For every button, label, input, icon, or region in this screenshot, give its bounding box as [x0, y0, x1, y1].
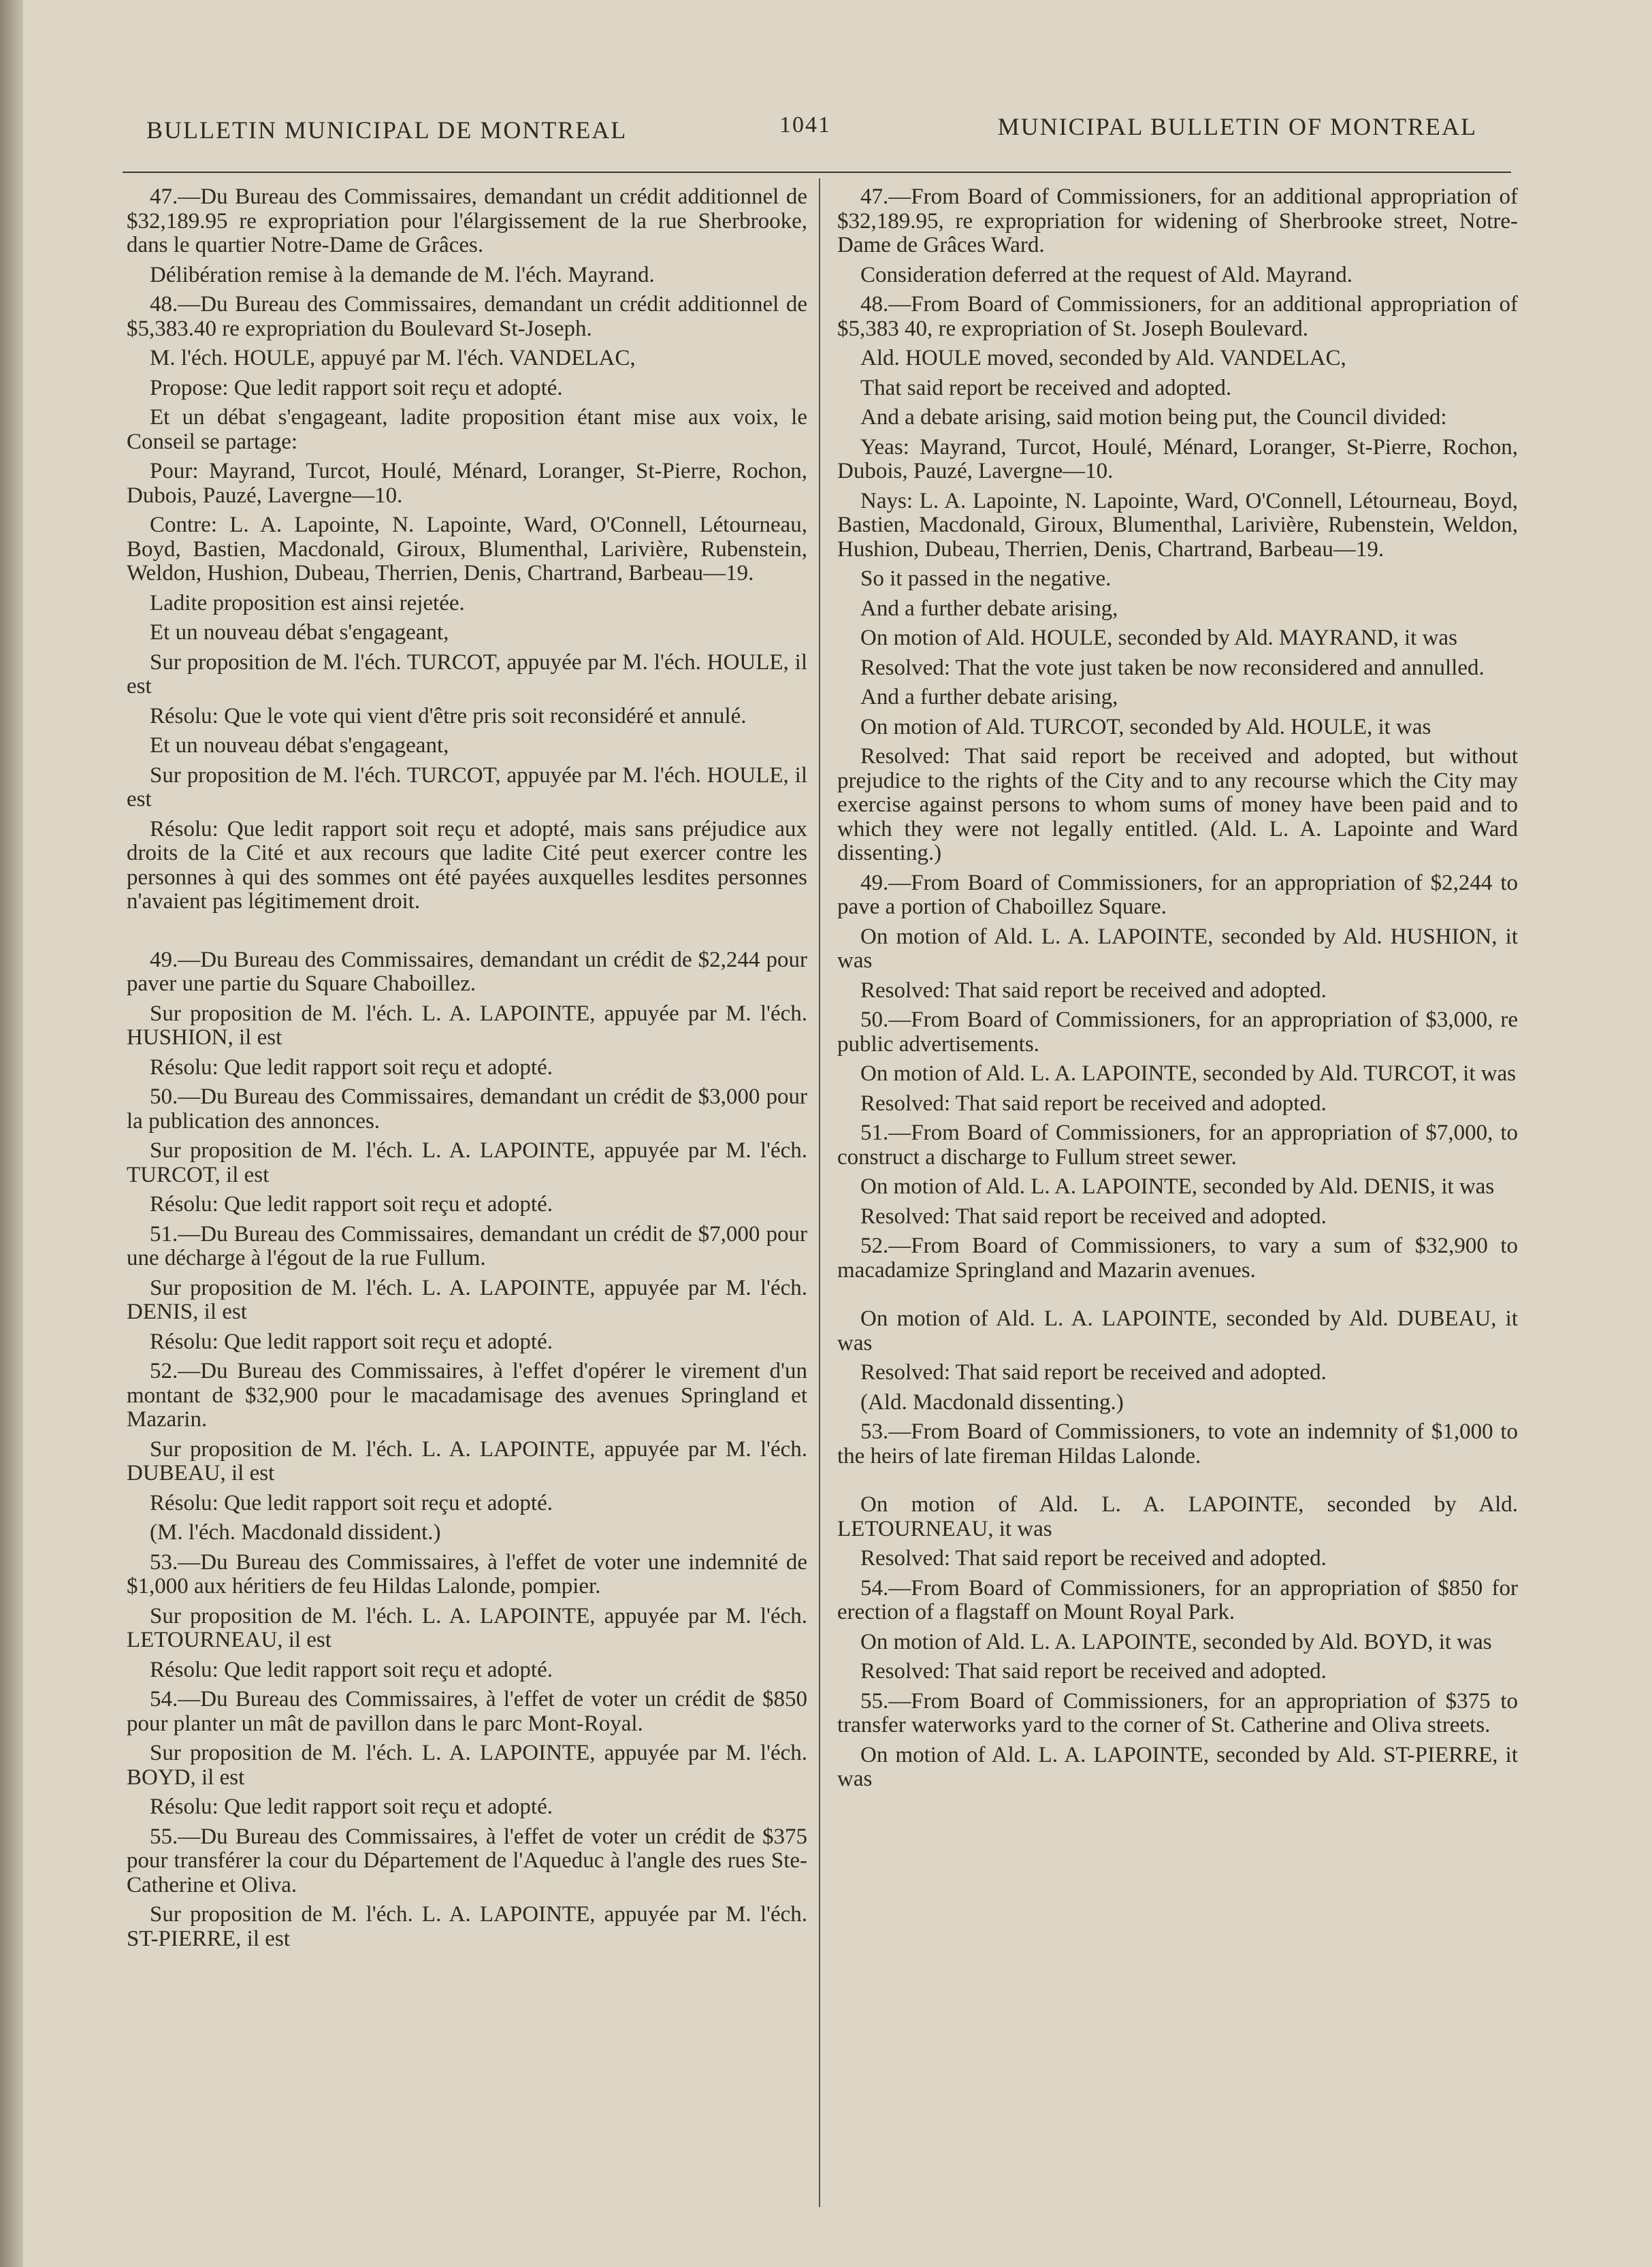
paragraph: On motion of Ald. L. A. LAPOINTE, seconded by Ald. BOYD, it was [860, 1629, 1492, 1654]
paragraph: Délibération remise à la demande de M. l'éch. Mayrand. [150, 262, 655, 287]
paragraph: Résolu: Que ledit rapport soit reçu et adopté. [150, 1329, 553, 1354]
paragraph: Et un nouveau débat s'engageant, [150, 733, 449, 758]
vote-nays: Nays: L. A. Lapointe, N. Lapointe, Ward, O'Connell, Létourneau, Boyd, Bastien, Macdonald, Giroux, Blumenthal, Larivière, Rubenstein, Weldon, Hushion, Dubeau, Therrien, Denis, Chartrand, Barbeau—19. [837, 488, 1518, 562]
paragraph: Sur proposition de M. l'éch. L. A. LAPOINTE, appuyée par M. l'éch. HUSHION, il est [127, 1001, 807, 1050]
paragraph: Resolved: That said report be received and adopted. [860, 1091, 1327, 1116]
item-54-fr: 54.—Du Bureau des Commissaires, à l'effet de voter un crédit de $850 pour planter un mât de pavillon dans le parc Mont-Royal. [127, 1687, 807, 1736]
item-53-en: 53.—From Board of Commissioners, to vote an indemnity of $1,000 to the heirs of late fireman Hildas Lalonde. [837, 1419, 1518, 1468]
paragraph: (M. l'éch. Macdonald dissident.) [150, 1520, 441, 1545]
paragraph: Résolu: Que ledit rapport soit reçu et adopté, mais sans préjudice aux droits de la Cité et aux recours que ladite Cité peut exercer contre les personnes à qui des sommes ont été payées auxquelles lesdites personnes n'avaient pas légitimement droit. [127, 816, 807, 914]
item-53-fr: 53.—Du Bureau des Commissaires, à l'effet de voter une indemnité de $1,000 aux héritiers de feu Hildas Lalonde, pompier. [127, 1549, 807, 1598]
paragraph: On motion of Ald. L. A. LAPOINTE, seconded by Ald. TURCOT, it was [860, 1061, 1517, 1086]
paragraph: Sur proposition de M. l'éch. L. A. LAPOINTE, appuyée par M. l'éch. DUBEAU, il est [127, 1436, 807, 1485]
page-header [146, 112, 1477, 157]
paragraph: On motion of Ald. L. A. LAPOINTE, seconded by Ald. ST-PIERRE, it was [837, 1742, 1518, 1791]
paragraph: Sur proposition de M. l'éch. TURCOT, appuyée par M. l'éch. HOULE, il est [127, 649, 807, 698]
header-title-french: BULLETIN MUNICIPAL DE MONTREAL [146, 116, 628, 144]
paragraph: Sur proposition de M. l'éch. TURCOT, appuyée par M. l'éch. HOULE, il est [127, 762, 807, 811]
paragraph: Resolved: That the vote just taken be now reconsidered and annulled. [860, 655, 1485, 680]
item-47-en: 47.—From Board of Commissioners, for an additional appropriation of $32,189.95, re expropriation for widening of Sherbrooke street, Notre-Dame de Grâces Ward. [837, 184, 1518, 257]
paragraph: M. l'éch. HOULE, appuyé par M. l'éch. VANDELAC, [150, 346, 636, 370]
paragraph: On motion of Ald. TURCOT, seconded by Ald. HOULE, it was [860, 714, 1431, 739]
page-number: 1041 [779, 112, 831, 138]
item-48-fr: 48.—Du Bureau des Commissaires, demandant un crédit additionnel de $5,383.40 re expropriation du Boulevard St-Joseph. [127, 292, 807, 341]
item-50-en: 50.—From Board of Commissioners, for an appropriation of $3,000, re public advertisements. [837, 1008, 1518, 1057]
paragraph: Resolved: That said report be received and adopted, but without prejudice to the rights of the City and to any recourse which the City may exercise against persons to whom sums of money have been paid and to which they were not legally entitled. (Ald. L. A. Lapointe and Ward dissenting.) [837, 744, 1518, 865]
paragraph: On motion of Ald. L. A. LAPOINTE, seconded by Ald. DUBEAU, it was [837, 1306, 1518, 1355]
paragraph: Propose: Que ledit rapport soit reçu et adopté. [150, 375, 563, 400]
vote-contre: Contre: L. A. Lapointe, N. Lapointe, Ward, O'Connell, Létourneau, Boyd, Bastien, Macdonald, Giroux, Blumenthal, Larivière, Rubenstein, Weldon, Hushion, Dubeau, Therrien, Denis, Chartrand, Barbeau—19. [127, 513, 807, 585]
paragraph: Resolved: That said report be received and adopted. [860, 1360, 1327, 1385]
french-column [127, 185, 807, 1957]
paragraph: Ald. HOULE moved, seconded by Ald. VANDELAC, [860, 346, 1346, 370]
item-49-en: 49.—From Board of Commissioners, for an appropriation of $2,244 to pave a portion of Chaboillez Square. [837, 870, 1518, 919]
item-49-fr: 49.—Du Bureau des Commissaires, demandant un crédit de $2,244 pour paver une partie du Square Chaboillez. [127, 947, 807, 996]
paragraph: (Ald. Macdonald dissenting.) [860, 1389, 1124, 1415]
paragraph: Resolved: That said report be received and adopted. [860, 1204, 1327, 1229]
paragraph: So it passed in the negative. [860, 566, 1112, 591]
paragraph: Résolu: Que ledit rapport soit reçu et adopté. [150, 1490, 553, 1515]
paragraph: Résolu: Que ledit rapport soit reçu et adopté. [150, 1657, 553, 1682]
item-52-fr: 52.—Du Bureau des Commissaires, à l'effet d'opérer le virement d'un montant de $32,900 pour le macadamisage des avenues Springland et Mazarin. [127, 1359, 807, 1432]
paragraph: And a further debate arising, [860, 685, 1118, 709]
paragraph: On motion of Ald. HOULE, seconded by Ald. MAYRAND, it was [860, 626, 1457, 650]
item-51-en: 51.—From Board of Commissioners, for an appropriation of $7,000, to construct a discharge to Fullum street sewer. [837, 1121, 1518, 1170]
item-48-en: 48.—From Board of Commissioners, for an additional appropriation of $5,383 40, re expropriation of St. Joseph Boulevard. [837, 292, 1518, 341]
paragraph: Sur proposition de M. l'éch. L. A. LAPOINTE, appuyée par M. l'éch. LETOURNEAU, il est [127, 1603, 807, 1652]
paragraph: Resolved: That said report be received and adopted. [860, 1659, 1327, 1684]
paragraph: Ladite proposition est ainsi rejetée. [150, 590, 465, 615]
english-column [837, 185, 1518, 1797]
item-52-en: 52.—From Board of Commissioners, to vary a sum of $32,900 to macadamize Springland and Mazarin avenues. [837, 1234, 1518, 1283]
paragraph: On motion of Ald. L. A. LAPOINTE, seconded by Ald. DENIS, it was [860, 1174, 1495, 1199]
paragraph: And a further debate arising, [860, 596, 1118, 621]
paragraph: That said report be received and adopted. [860, 375, 1232, 400]
item-47-fr: 47.—Du Bureau des Commissaires, demandant un crédit additionnel de $32,189.95 re expropriation pour l'élargissement de la rue Sherbrooke, dans le quartier Notre-Dame de Grâces. [127, 184, 807, 257]
book-spine-shadow [0, 0, 23, 2267]
paragraph: Résolu: Que ledit rapport soit reçu et adopté. [150, 1795, 553, 1819]
paragraph: Et un débat s'engageant, ladite proposition étant mise aux voix, le Conseil se partage: [127, 405, 807, 454]
paragraph: Et un nouveau débat s'engageant, [150, 620, 449, 645]
paragraph: Résolu: Que ledit rapport soit reçu et adopté. [150, 1192, 553, 1217]
item-54-en: 54.—From Board of Commissioners, for an appropriation of $850 for erection of a flagstaff on Mount Royal Park. [837, 1575, 1518, 1624]
paragraph: Resolved: That said report be received and adopted. [860, 1546, 1327, 1571]
vote-yeas: Yeas: Mayrand, Turcot, Houlé, Ménard, Loranger, St-Pierre, Rochon, Dubois, Pauzé, Lavergne—10. [837, 434, 1518, 483]
item-51-fr: 51.—Du Bureau des Commissaires, demandant un crédit de $7,000 pour une décharge à l'égout de la rue Fullum. [127, 1221, 807, 1270]
paragraph: Résolu: Que le vote qui vient d'être pris soit reconsidéré et annulé. [150, 703, 747, 728]
paragraph: Sur proposition de M. l'éch. L. A. LAPOINTE, appuyée par M. l'éch. DENIS, il est [127, 1275, 807, 1324]
column-divider [819, 178, 820, 2207]
paragraph: Sur proposition de M. l'éch. L. A. LAPOINTE, appuyée par M. l'éch. TURCOT, il est [127, 1138, 807, 1187]
paragraph: On motion of Ald. L. A. LAPOINTE, seconded by Ald. LETOURNEAU, it was [837, 1492, 1518, 1541]
paragraph: Sur proposition de M. l'éch. L. A. LAPOINTE, appuyée par M. l'éch. BOYD, il est [127, 1741, 807, 1790]
header-rule [123, 172, 1511, 173]
item-50-fr: 50.—Du Bureau des Commissaires, demandant un crédit de $3,000 pour la publication des annonces. [127, 1084, 807, 1134]
item-55-fr: 55.—Du Bureau des Commissaires, à l'effet de voter un crédit de $375 pour transférer la cour du Département de l'Aqueduc à l'angle des rues Ste-Catherine et Oliva. [127, 1824, 807, 1897]
paragraph: Résolu: Que ledit rapport soit reçu et adopté. [150, 1055, 553, 1080]
paragraph: And a debate arising, said motion being put, the Council divided: [860, 405, 1447, 430]
item-55-en: 55.—From Board of Commissioners, for an appropriation of $375 to transfer waterworks yard to the corner of St. Catherine and Oliva streets. [837, 1688, 1518, 1737]
paragraph: On motion of Ald. L. A. LAPOINTE, seconded by Ald. HUSHION, it was [837, 924, 1518, 973]
paragraph: Sur proposition de M. l'éch. L. A. LAPOINTE, appuyée par M. l'éch. ST-PIERRE, il est [127, 1902, 807, 1951]
paragraph: Resolved: That said report be received and adopted. [860, 978, 1327, 1003]
header-title-english: MUNICIPAL BULLETIN OF MONTREAL [997, 113, 1477, 140]
paragraph: Consideration deferred at the request of Ald. Mayrand. [860, 262, 1353, 287]
vote-pour: Pour: Mayrand, Turcot, Houlé, Ménard, Loranger, St-Pierre, Rochon, Dubois, Pauzé, Lavergne—10. [127, 459, 807, 508]
